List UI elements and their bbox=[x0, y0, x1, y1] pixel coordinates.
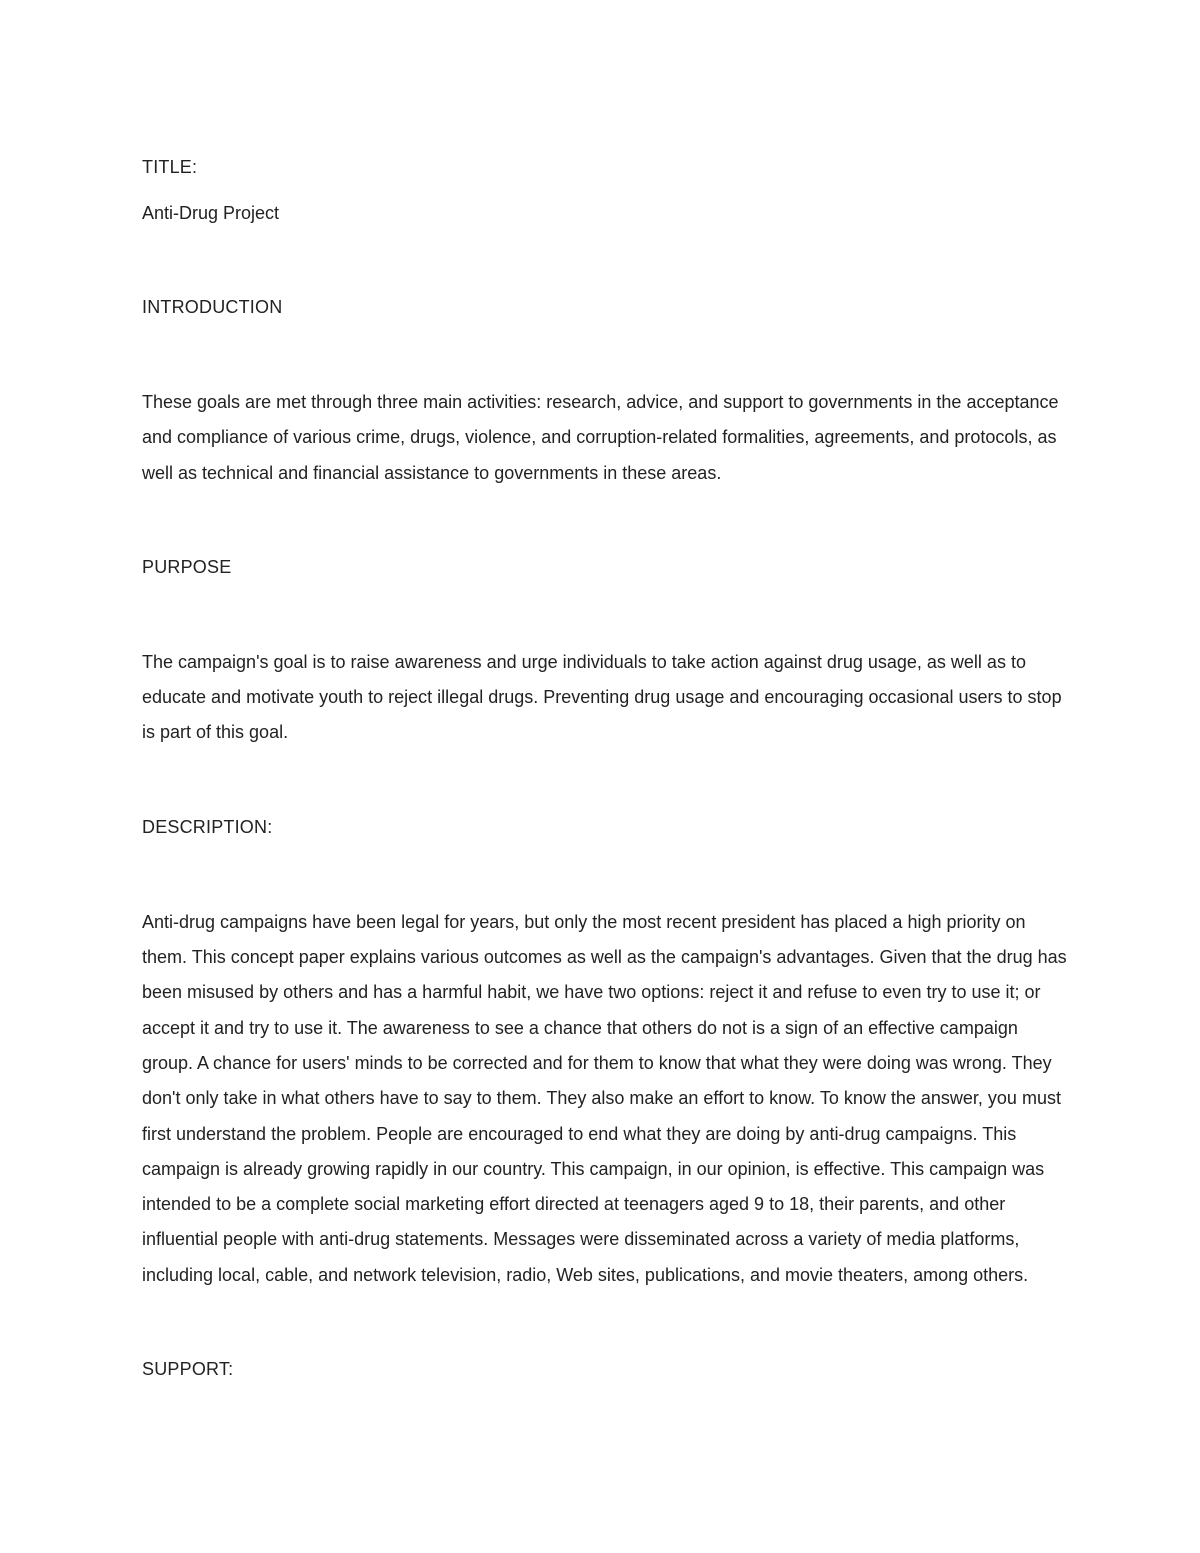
spacer bbox=[142, 185, 1072, 196]
support-heading: SUPPORT: bbox=[142, 1359, 234, 1380]
spacer bbox=[142, 231, 1072, 290]
spacer bbox=[142, 585, 1072, 645]
introduction-heading: INTRODUCTION bbox=[142, 297, 283, 317]
purpose-paragraph: The campaign's goal is to raise awareness and urge individuals to take action against drug usage, as well as to educate and motivate youth to reject illegal drugs. Preventing drug usage and encouraging occasional users to stop is part of this goal. bbox=[142, 651, 1062, 743]
spacer bbox=[142, 1293, 1072, 1352]
document-content bbox=[142, 150, 1072, 1387]
description-paragraph: Anti-drug campaigns have been legal for years, but only the most recent president has placed a high priority on them. This concept paper explains various outcomes as well as the campaign's advantages. Given that the drug has been misused by others and has a harmful habit, we have two options: reject it and refuse to even try to use it; or accept it and try to use it. The awareness to see a chance that others do not is a sign of an effective campaign group. A chance for users' minds to be corrected and for them to know that what they were doing was wrong. They don't only take in what others have to say to them. They also make an effort to know. To know the answer, you must first understand the problem. People are encouraged to end what they are doing by anti-drug campaigns. This campaign is already growing rapidly in our country. This campaign, in our opinion, is effective. This campaign was intended to be a complete social marketing effort directed at teenagers aged 9 to 18, their parents, and other influential people with anti-drug statements. Messages were disseminated across a variety of media platforms, including local, cable, and network television, radio, Web sites, publications, and movie theaters, among others. bbox=[142, 911, 1067, 1285]
spacer bbox=[142, 845, 1072, 905]
spacer bbox=[142, 325, 1072, 385]
introduction-paragraph: These goals are met through three main activities: research, advice, and support to governments in the acceptance and compliance of various crime, drugs, violence, and corruption-related formalities, agreements, and protocols, as well as technical and financial assistance to governments in these areas. bbox=[142, 392, 1059, 483]
purpose-heading: PURPOSE bbox=[142, 556, 232, 577]
document-title: Anti-Drug Project bbox=[142, 203, 280, 223]
spacer bbox=[142, 751, 1072, 810]
title-label: TITLE: bbox=[142, 157, 198, 177]
description-heading: DESCRIPTION: bbox=[142, 816, 273, 837]
spacer bbox=[142, 491, 1072, 550]
